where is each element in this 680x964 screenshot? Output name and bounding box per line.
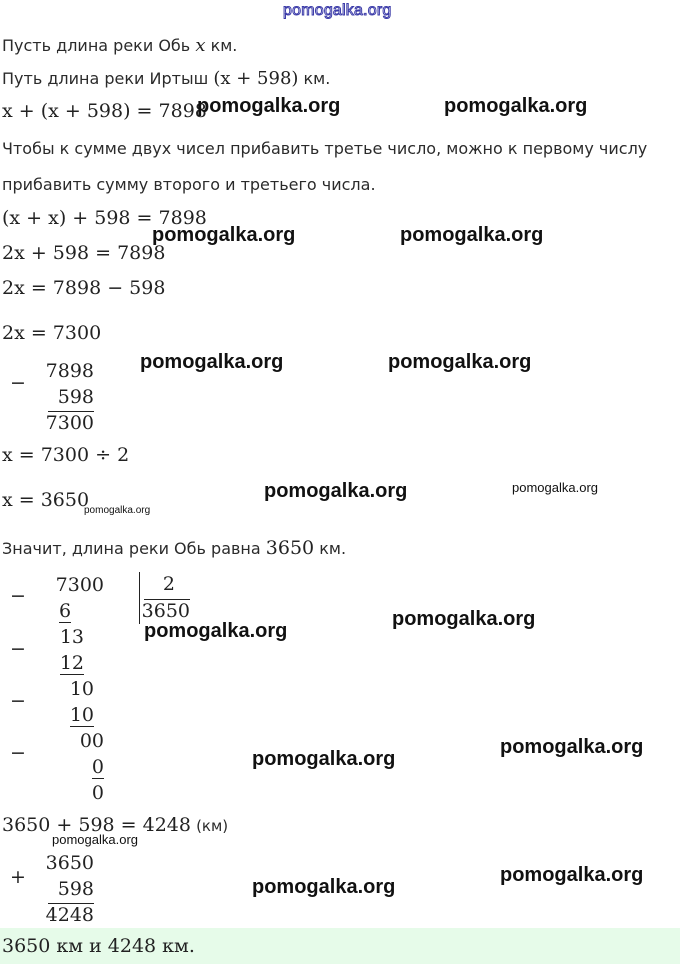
watermark: pomogalka.org — [252, 876, 396, 898]
intro-line-1 — [2, 35, 237, 56]
division-step-5-value: 10 — [69, 704, 94, 726]
watermark: pomogalka.org — [252, 748, 396, 770]
intro-line-2-expr: (x + 598) — [213, 68, 299, 89]
equation-6: x = 7300 ÷ 2 — [2, 444, 130, 466]
equation-4: 2x = 7898 − 598 — [2, 277, 166, 299]
division-step-7-value: 0 — [91, 756, 104, 778]
subtraction-subtrahend: 598 — [57, 386, 94, 408]
answer-text: 3650 км и 4248 км. — [2, 935, 195, 957]
division-quotient: 3650 — [141, 600, 190, 622]
conclusion-suffix: км. — [319, 539, 347, 558]
watermark-small: pomogalka.org — [52, 832, 138, 847]
intro-line-2-prefix: Путь длина реки Иртыш — [2, 69, 209, 88]
addition-result: 4248 — [45, 904, 94, 926]
watermark-small: pomogalka.org — [84, 505, 151, 516]
equation-5: 2x = 7300 — [2, 322, 102, 344]
note-line-2: прибавить сумму второго и третьего числа. — [2, 175, 376, 194]
watermark: pomogalka.org — [400, 224, 544, 246]
answer-box — [0, 928, 680, 964]
watermark: pomogalka.org — [500, 736, 644, 758]
division-step-5 — [68, 704, 94, 726]
minus-sign: − — [10, 372, 26, 394]
intro-line-2-suffix: км. — [303, 69, 331, 88]
equation-1: x + (x + 598) = 7898 — [2, 100, 207, 122]
intro-line-2 — [2, 68, 330, 89]
division-step-3 — [58, 652, 84, 674]
watermark: pomogalka.org — [500, 864, 644, 886]
subtraction-result: 7300 — [45, 412, 94, 434]
watermark: pomogalka.org — [144, 620, 288, 642]
intro-line-1-suffix: км. — [210, 36, 238, 55]
division-step-2: 13 — [59, 626, 84, 648]
division-dividend: 7300 — [55, 574, 104, 596]
watermark: pomogalka.org — [392, 608, 536, 630]
watermark: pomogalka.org — [197, 95, 341, 117]
division-remainder: 0 — [91, 782, 104, 804]
watermark: pomogalka.org — [152, 224, 296, 246]
division-minus-3: − — [10, 690, 26, 712]
division-minus-1: − — [10, 585, 26, 607]
intro-line-1-var: x — [195, 35, 206, 56]
conclusion-prefix: Значит, длина реки Обь равна — [2, 539, 261, 558]
division-step-7 — [88, 756, 104, 778]
conclusion-line — [2, 537, 346, 559]
division-step-3-value: 12 — [59, 652, 84, 674]
sum-expr: 3650 + 598 = 4248 — [2, 814, 191, 836]
division-step-4: 10 — [69, 678, 94, 700]
addition-b: 598 — [57, 878, 94, 900]
sum-unit: (км) — [196, 817, 229, 835]
equation-7: x = 3650 — [2, 489, 90, 511]
division-step-1 — [59, 600, 71, 622]
note-line-1: Чтобы к сумме двух чисел прибавить третье число, можно к первому числу — [2, 139, 648, 158]
division-step-1-value: 6 — [59, 600, 72, 622]
subtraction-minuend: 7898 — [45, 360, 94, 382]
division-minus-4: − — [10, 742, 26, 764]
division-step-6: 00 — [79, 730, 104, 752]
division-minus-2: − — [10, 638, 26, 660]
addition-a: 3650 — [45, 852, 94, 874]
watermark: pomogalka.org — [140, 351, 284, 373]
conclusion-value: 3650 — [265, 537, 315, 559]
equation-2: (x + x) + 598 = 7898 — [2, 207, 207, 229]
intro-line-1-prefix: Пусть длина реки Обь — [2, 36, 191, 55]
division-divisor: 2 — [162, 573, 175, 595]
watermark: pomogalka.org — [264, 480, 408, 502]
plus-sign: + — [10, 866, 26, 888]
equation-3: 2x + 598 = 7898 — [2, 242, 166, 264]
watermark: pomogalka.org — [388, 351, 532, 373]
watermark-small: pomogalka.org — [512, 480, 598, 495]
watermark: pomogalka.org — [444, 95, 588, 117]
watermark-top: pomogalka.org — [283, 2, 392, 19]
